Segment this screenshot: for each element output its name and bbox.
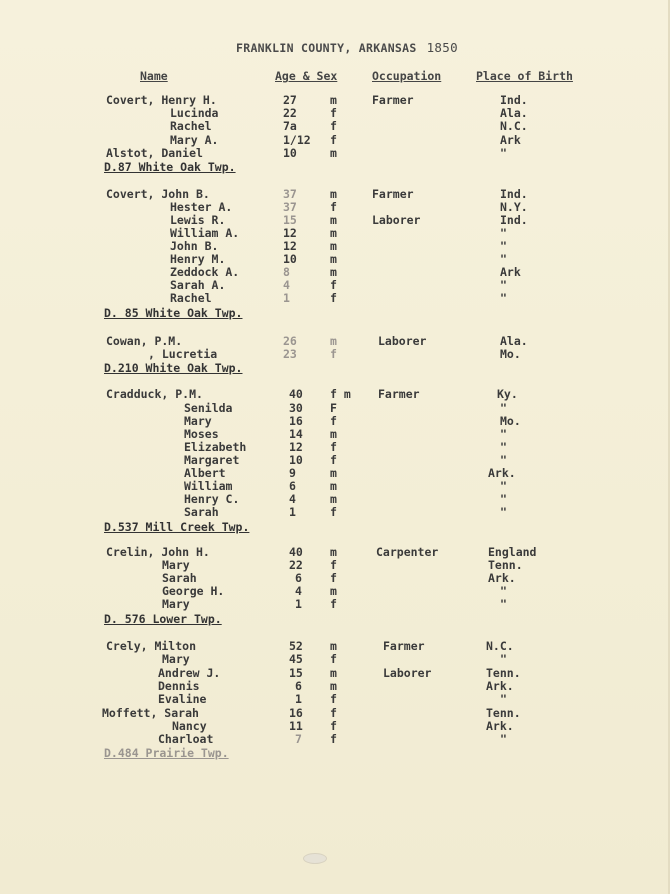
person-birthplace: " bbox=[500, 278, 507, 292]
person-age: 23 bbox=[283, 347, 297, 361]
table-row bbox=[0, 388, 670, 401]
person-age: 40 bbox=[289, 387, 303, 401]
person-name: Moffett, Sarah bbox=[102, 706, 199, 720]
person-birthplace: " bbox=[500, 652, 507, 666]
person-age: 45 bbox=[289, 652, 303, 666]
person-birthplace: " bbox=[500, 401, 507, 415]
person-name: Crelin, John H. bbox=[106, 545, 210, 559]
person-occupation: Farmer bbox=[372, 187, 414, 201]
person-sex: f bbox=[330, 133, 337, 147]
person-age: 12 bbox=[283, 226, 297, 240]
table-row bbox=[0, 598, 670, 611]
person-birthplace: Ark. bbox=[488, 571, 516, 585]
person-name: William A. bbox=[170, 226, 240, 240]
person-name: Rachel bbox=[170, 291, 212, 305]
person-sex: f bbox=[330, 571, 337, 585]
person-birthplace: Ind. bbox=[500, 187, 528, 201]
person-birthplace: Ark bbox=[500, 133, 521, 147]
person-birthplace: Ark. bbox=[486, 719, 514, 733]
person-age: 26 bbox=[283, 334, 297, 348]
person-name: Zeddock A. bbox=[170, 265, 240, 279]
person-birthplace: " bbox=[500, 597, 507, 611]
person-birthplace: " bbox=[500, 492, 507, 506]
person-age: 6 bbox=[295, 679, 302, 693]
person-name: Rachel bbox=[170, 119, 212, 133]
table-row bbox=[0, 653, 670, 666]
person-sex: m bbox=[330, 545, 337, 559]
person-birthplace: " bbox=[500, 146, 507, 160]
person-sex: f bbox=[330, 719, 337, 733]
person-birthplace: " bbox=[500, 291, 507, 305]
person-age: 27 bbox=[283, 93, 297, 107]
person-sex: f bbox=[330, 732, 337, 746]
dwelling-note: D.537 Mill Creek Twp. bbox=[104, 520, 250, 534]
person-sex: m bbox=[330, 187, 337, 201]
person-name: Alstot, Daniel bbox=[106, 146, 203, 160]
person-birthplace: Mo. bbox=[500, 347, 521, 361]
person-age: 16 bbox=[289, 414, 303, 428]
person-birthplace: " bbox=[500, 453, 507, 467]
person-age: 7 bbox=[295, 732, 302, 746]
person-sex: f m bbox=[330, 387, 351, 401]
person-name: William bbox=[184, 479, 233, 493]
person-name: Sarah bbox=[162, 571, 197, 585]
person-name: Mary bbox=[162, 652, 190, 666]
person-age: 1 bbox=[283, 291, 290, 305]
person-occupation: Farmer bbox=[378, 387, 420, 401]
person-age: 1/12 bbox=[283, 133, 311, 147]
person-sex: f bbox=[330, 291, 337, 305]
person-sex: f bbox=[330, 652, 337, 666]
person-name: Henry C. bbox=[184, 492, 240, 506]
person-birthplace: " bbox=[500, 692, 507, 706]
person-name: Albert bbox=[184, 466, 226, 480]
person-age: 40 bbox=[289, 545, 303, 559]
person-sex: f bbox=[330, 278, 337, 292]
person-age: 37 bbox=[283, 200, 297, 214]
person-age: 22 bbox=[289, 558, 303, 572]
person-name: Lucinda bbox=[170, 106, 219, 120]
person-sex: m bbox=[330, 146, 337, 160]
person-name: Covert, Henry H. bbox=[106, 93, 217, 107]
person-sex: f bbox=[330, 347, 337, 361]
person-birthplace: N.Y. bbox=[500, 200, 528, 214]
person-age: 12 bbox=[283, 239, 297, 253]
person-age: 6 bbox=[289, 479, 296, 493]
header-name: Name bbox=[140, 69, 168, 83]
person-sex: m bbox=[330, 265, 337, 279]
person-occupation: Farmer bbox=[372, 93, 414, 107]
dwelling-note: D. 576 Lower Twp. bbox=[104, 612, 222, 626]
header-age-sex: Age & Sex bbox=[275, 69, 338, 83]
person-occupation: Laborer bbox=[383, 666, 432, 680]
person-name: Henry M. bbox=[170, 252, 226, 266]
person-sex: f bbox=[330, 119, 337, 133]
table-row bbox=[0, 292, 670, 305]
person-name: Dennis bbox=[158, 679, 200, 693]
person-sex: m bbox=[330, 666, 337, 680]
person-age: 7a bbox=[283, 119, 297, 133]
person-name: Lewis R. bbox=[170, 213, 226, 227]
person-birthplace: Tenn. bbox=[488, 558, 523, 572]
person-sex: m bbox=[330, 334, 337, 348]
header-occupation: Occupation bbox=[372, 69, 442, 83]
person-name: Sarah bbox=[184, 505, 219, 519]
person-birthplace: " bbox=[500, 584, 507, 598]
person-sex: f bbox=[330, 414, 337, 428]
person-age: 6 bbox=[295, 571, 302, 585]
person-birthplace: N.C. bbox=[500, 119, 528, 133]
person-birthplace: " bbox=[500, 252, 507, 266]
person-birthplace: Ind. bbox=[500, 213, 528, 227]
person-name: Crely, Milton bbox=[106, 639, 197, 653]
person-name: George H. bbox=[162, 584, 225, 598]
dwelling-note: D.87 White Oak Twp. bbox=[104, 160, 236, 174]
person-age: 4 bbox=[295, 584, 302, 598]
person-sex: f bbox=[330, 200, 337, 214]
person-name: Andrew J. bbox=[158, 666, 221, 680]
person-age: 52 bbox=[289, 639, 303, 653]
person-sex: f bbox=[330, 597, 337, 611]
person-sex: m bbox=[330, 93, 337, 107]
page-title bbox=[236, 40, 458, 55]
person-occupation: Carpenter bbox=[376, 545, 439, 559]
person-age: 1 bbox=[295, 692, 302, 706]
person-sex: m bbox=[330, 239, 337, 253]
dwelling-note: D.210 White Oak Twp. bbox=[104, 361, 243, 375]
person-age: 10 bbox=[289, 453, 303, 467]
person-sex: m bbox=[330, 479, 337, 493]
person-sex: f bbox=[330, 453, 337, 467]
person-sex: m bbox=[330, 226, 337, 240]
person-age: 10 bbox=[283, 146, 297, 160]
person-birthplace: " bbox=[500, 440, 507, 454]
person-birthplace: Ky. bbox=[497, 387, 518, 401]
person-age: 12 bbox=[289, 440, 303, 454]
person-sex: F bbox=[330, 401, 337, 415]
dwelling-note: D.484 Prairie Twp. bbox=[104, 746, 229, 760]
person-birthplace: England bbox=[488, 545, 537, 559]
person-birthplace: Mo. bbox=[500, 414, 521, 428]
person-name: Elizabeth bbox=[184, 440, 247, 454]
person-sex: m bbox=[330, 466, 337, 480]
person-name: Mary bbox=[162, 597, 190, 611]
person-age: 10 bbox=[283, 252, 297, 266]
person-name: Margaret bbox=[184, 453, 240, 467]
person-birthplace: " bbox=[500, 732, 507, 746]
person-birthplace: Tenn. bbox=[486, 666, 521, 680]
person-sex: f bbox=[330, 505, 337, 519]
person-age: 30 bbox=[289, 401, 303, 415]
person-name: Mary bbox=[162, 558, 190, 572]
person-sex: m bbox=[330, 679, 337, 693]
person-age: 8 bbox=[283, 265, 290, 279]
person-name: Hester A. bbox=[170, 200, 233, 214]
person-age: 15 bbox=[283, 213, 297, 227]
person-sex: f bbox=[330, 440, 337, 454]
person-sex: m bbox=[330, 584, 337, 598]
person-birthplace: Ind. bbox=[500, 93, 528, 107]
person-sex: m bbox=[330, 492, 337, 506]
person-sex: f bbox=[330, 706, 337, 720]
person-birthplace: Tenn. bbox=[486, 706, 521, 720]
person-name: John B. bbox=[170, 239, 219, 253]
person-name: , Lucretia bbox=[148, 347, 218, 361]
person-birthplace: " bbox=[500, 239, 507, 253]
table-row bbox=[0, 120, 670, 133]
person-occupation: Laborer bbox=[372, 213, 421, 227]
paper-smudge bbox=[303, 853, 327, 864]
person-name: Evaline bbox=[158, 692, 207, 706]
person-name: Moses bbox=[184, 427, 219, 441]
person-birthplace: " bbox=[500, 479, 507, 493]
person-occupation: Laborer bbox=[378, 334, 427, 348]
person-name: Nancy bbox=[172, 719, 207, 733]
person-age: 9 bbox=[289, 466, 296, 480]
person-birthplace: " bbox=[500, 226, 507, 240]
person-name: Mary A. bbox=[170, 133, 219, 147]
table-row bbox=[0, 348, 670, 361]
person-age: 4 bbox=[283, 278, 290, 292]
person-birthplace: " bbox=[500, 505, 507, 519]
table-row bbox=[0, 147, 670, 160]
person-name: Mary bbox=[184, 414, 212, 428]
person-age: 1 bbox=[289, 505, 296, 519]
person-sex: f bbox=[330, 106, 337, 120]
person-age: 11 bbox=[289, 719, 303, 733]
person-name: Senilda bbox=[184, 401, 233, 415]
person-sex: f bbox=[330, 558, 337, 572]
person-birthplace: Ark. bbox=[488, 466, 516, 480]
person-birthplace: Ala. bbox=[500, 106, 528, 120]
person-sex: m bbox=[330, 427, 337, 441]
person-name: Charloat bbox=[158, 732, 214, 746]
person-birthplace: N.C. bbox=[486, 639, 514, 653]
person-sex: m bbox=[330, 252, 337, 266]
table-row bbox=[0, 506, 670, 519]
person-age: 15 bbox=[289, 666, 303, 680]
person-name: Sarah A. bbox=[170, 278, 226, 292]
person-age: 37 bbox=[283, 187, 297, 201]
dwelling-note: D. 85 White Oak Twp. bbox=[104, 306, 243, 320]
person-name: Cradduck, P.M. bbox=[106, 387, 203, 401]
table-row bbox=[0, 693, 670, 706]
header-place-of-birth: Place of Birth bbox=[476, 69, 573, 83]
person-age: 16 bbox=[289, 706, 303, 720]
person-birthplace: Ala. bbox=[500, 334, 528, 348]
person-age: 4 bbox=[289, 492, 296, 506]
title-year: 1850 bbox=[426, 40, 458, 55]
person-sex: m bbox=[330, 639, 337, 653]
person-birthplace: Ark. bbox=[486, 679, 514, 693]
person-birthplace: Ark bbox=[500, 265, 521, 279]
person-occupation: Farmer bbox=[383, 639, 425, 653]
table-row bbox=[0, 733, 670, 746]
person-sex: m bbox=[330, 213, 337, 227]
person-age: 1 bbox=[295, 597, 302, 611]
person-age: 14 bbox=[289, 427, 303, 441]
title-text: FRANKLIN COUNTY, ARKANSAS bbox=[236, 41, 417, 55]
person-name: Covert, John B. bbox=[106, 187, 210, 201]
person-sex: f bbox=[330, 692, 337, 706]
person-age: 22 bbox=[283, 106, 297, 120]
person-birthplace: " bbox=[500, 427, 507, 441]
person-name: Cowan, P.M. bbox=[106, 334, 183, 348]
